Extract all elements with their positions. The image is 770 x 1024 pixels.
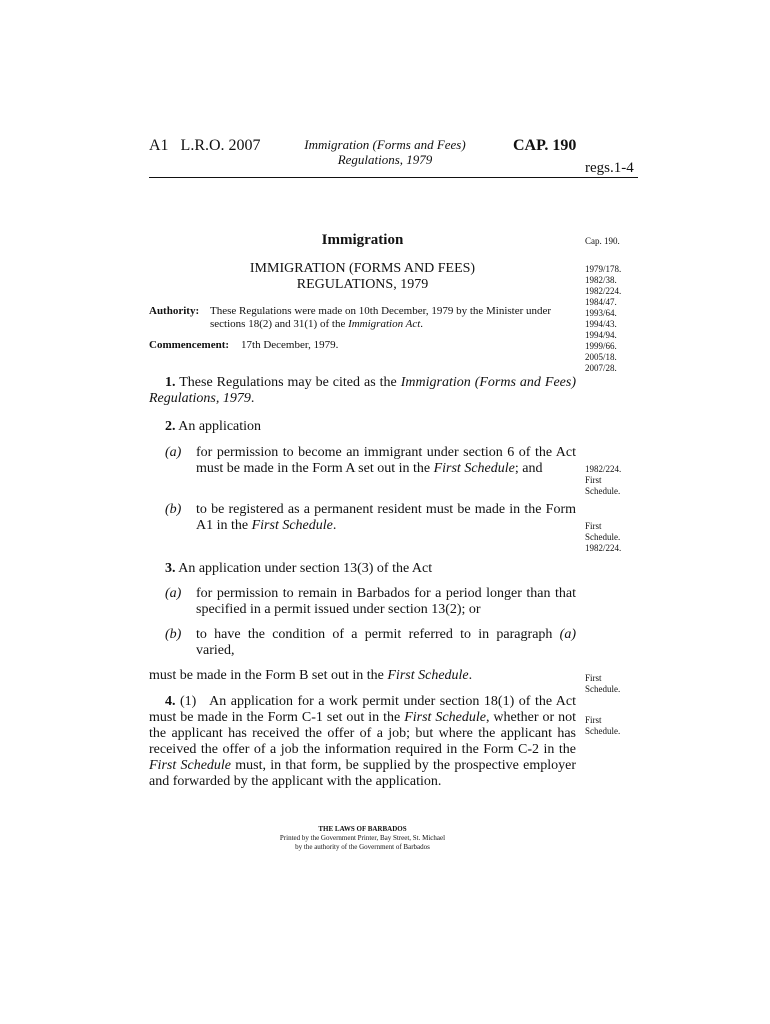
authority-block bbox=[149, 305, 576, 330]
commencement-date: 17th December, 1979. bbox=[241, 339, 339, 351]
regulation-1-citation: Immigration (Forms and Fees) Regulations, 1979 bbox=[149, 375, 576, 406]
authority-text bbox=[210, 305, 576, 331]
header-cap: CAP. 190 bbox=[513, 137, 577, 154]
regulation-3-item-a bbox=[165, 586, 576, 622]
margin-note-line: 1982/224. bbox=[585, 464, 622, 474]
item-text-end: varied, bbox=[196, 643, 235, 658]
regulations-title-line2: REGULATIONS, 1979 bbox=[296, 277, 429, 292]
item-text bbox=[196, 627, 576, 659]
margin-note-reg2b bbox=[585, 521, 621, 554]
regulation-4-number: 4. bbox=[165, 694, 176, 709]
regulation-2-item-a bbox=[165, 445, 576, 481]
item-text bbox=[196, 502, 576, 534]
commencement-label: Commencement: bbox=[149, 339, 230, 351]
schedule-ref: First Schedule bbox=[387, 668, 469, 683]
margin-note-line: 1979/178. bbox=[585, 264, 622, 274]
header-lro: A1 L.R.O. 2007 bbox=[149, 137, 261, 154]
margin-note-line: Schedule. bbox=[585, 486, 621, 496]
margin-note-cap: Cap. 190. bbox=[585, 236, 620, 246]
item-marker: (b) bbox=[165, 502, 182, 517]
margin-note-line: First bbox=[585, 521, 602, 531]
margin-note-line: 1982/224. bbox=[585, 543, 622, 553]
regulations-title bbox=[149, 261, 576, 293]
authority-text-main: These Regulations were made on 10th December, 1979 by the Minister under sections 18(2) and 31(1) of the bbox=[210, 305, 552, 330]
regulation-3-intro-text: An application under section 13(3) of the Act bbox=[178, 561, 433, 576]
header-regs: regs.1-4 bbox=[585, 160, 634, 176]
schedule-ref: First Schedule bbox=[404, 710, 486, 725]
margin-note-line: 1982/224. bbox=[585, 286, 622, 296]
item-text-end: . bbox=[332, 518, 337, 533]
schedule-ref: First Schedule bbox=[251, 518, 333, 533]
margin-note-line: First bbox=[585, 715, 602, 725]
item-text: for permission to remain in Barbados for a period longer than that specified in a permit issued under section 13(2); or bbox=[196, 586, 576, 617]
margin-note-reg2a bbox=[585, 464, 621, 497]
item-text-main: to be registered as a permanent resident must be made in the Form A1 in the bbox=[196, 502, 576, 533]
authority-label: Authority: bbox=[149, 305, 200, 317]
margin-note-reg4 bbox=[585, 715, 620, 737]
regulation-4 bbox=[149, 694, 576, 790]
schedule-ref: First Schedule bbox=[433, 461, 515, 476]
margin-note-line: 1993/64. bbox=[585, 308, 617, 318]
footer-authority: by the authority of the Government of Barbados bbox=[295, 843, 430, 851]
regulation-1 bbox=[149, 375, 576, 407]
regulation-4-text-3: must, in that form, be supplied by the prospective employer and forwarded by the applicant with the application. bbox=[149, 758, 576, 789]
regulation-2-number: 2. bbox=[165, 419, 176, 434]
margin-note-line: Schedule. bbox=[585, 684, 621, 694]
regulation-3-intro bbox=[165, 561, 576, 577]
header-running-title bbox=[270, 137, 500, 167]
header-title-line2: Regulations, 1979 bbox=[337, 152, 433, 167]
item-marker: (b) bbox=[165, 627, 182, 642]
header-title-line1: Immigration (Forms and Fees) bbox=[304, 137, 466, 152]
regulation-1-text: These Regulations may be cited as the bbox=[179, 375, 401, 390]
footer bbox=[149, 825, 576, 852]
regulation-4-text-1: An application for a work permit under section 18(1) of the Act must be made in the Form C-1 set out in the bbox=[149, 694, 577, 725]
regulation-4-sub: (1) bbox=[180, 694, 197, 709]
closing-end: . bbox=[468, 668, 473, 683]
footer-printer: Printed by the Government Printer, Bay Street, St. Michael bbox=[279, 834, 446, 842]
margin-note-line: 1999/66. bbox=[585, 341, 617, 351]
margin-note-line: 1982/38. bbox=[585, 275, 617, 285]
regulation-1-number: 1. bbox=[165, 375, 176, 390]
item-text-main: for permission to become an immigrant under section 6 of the Act must be made in the Form A set out in the bbox=[196, 445, 576, 476]
margin-note-line: 2007/28. bbox=[585, 363, 617, 373]
closing-text: must be made in the Form B set out in the bbox=[149, 668, 388, 683]
regulation-2-item-b bbox=[165, 502, 576, 538]
margin-note-line: 2005/18. bbox=[585, 352, 617, 362]
regulations-title-line1: IMMIGRATION (FORMS AND FEES) bbox=[249, 261, 476, 276]
margin-note-line: 1994/94. bbox=[585, 330, 617, 340]
regulation-2-intro-text: An application bbox=[178, 419, 262, 434]
paragraph-ref: (a) bbox=[559, 627, 576, 642]
item-text bbox=[196, 445, 576, 477]
margin-note-line: 1994/43. bbox=[585, 319, 617, 329]
authority-text-end: . bbox=[420, 318, 424, 330]
margin-note-line: 1984/47. bbox=[585, 297, 617, 307]
item-marker: (a) bbox=[165, 445, 182, 460]
regulation-3-number: 3. bbox=[165, 561, 176, 576]
header-rule bbox=[149, 177, 638, 178]
item-marker: (a) bbox=[165, 586, 182, 601]
page-title: Immigration bbox=[321, 232, 404, 248]
schedule-ref: First Schedule bbox=[149, 758, 232, 773]
regulation-3-closing bbox=[149, 668, 576, 684]
regulation-3-item-b bbox=[165, 627, 576, 663]
regulation-2-intro bbox=[165, 419, 576, 435]
item-text-main: to have the condition of a permit referred to in paragraph bbox=[196, 627, 560, 642]
authority-act-name: Immigration Act bbox=[348, 318, 421, 330]
margin-note-line: First bbox=[585, 673, 602, 683]
margin-note-reg3 bbox=[585, 673, 620, 695]
commencement-block bbox=[149, 339, 338, 351]
regulation-1-end: . bbox=[250, 391, 255, 406]
footer-title: THE LAWS OF BARBADOS bbox=[318, 825, 407, 833]
margin-note-history bbox=[585, 264, 621, 374]
item-text-end: ; and bbox=[514, 461, 543, 476]
margin-note-line: Schedule. bbox=[585, 726, 621, 736]
margin-note-line: Schedule. bbox=[585, 532, 621, 542]
margin-note-line: First bbox=[585, 475, 602, 485]
regulation-4-text-2: , whether or not the applicant has received the offer of a job; but where the applicant has received the offer of a job the information required in the Form C-2 in the bbox=[149, 710, 576, 757]
